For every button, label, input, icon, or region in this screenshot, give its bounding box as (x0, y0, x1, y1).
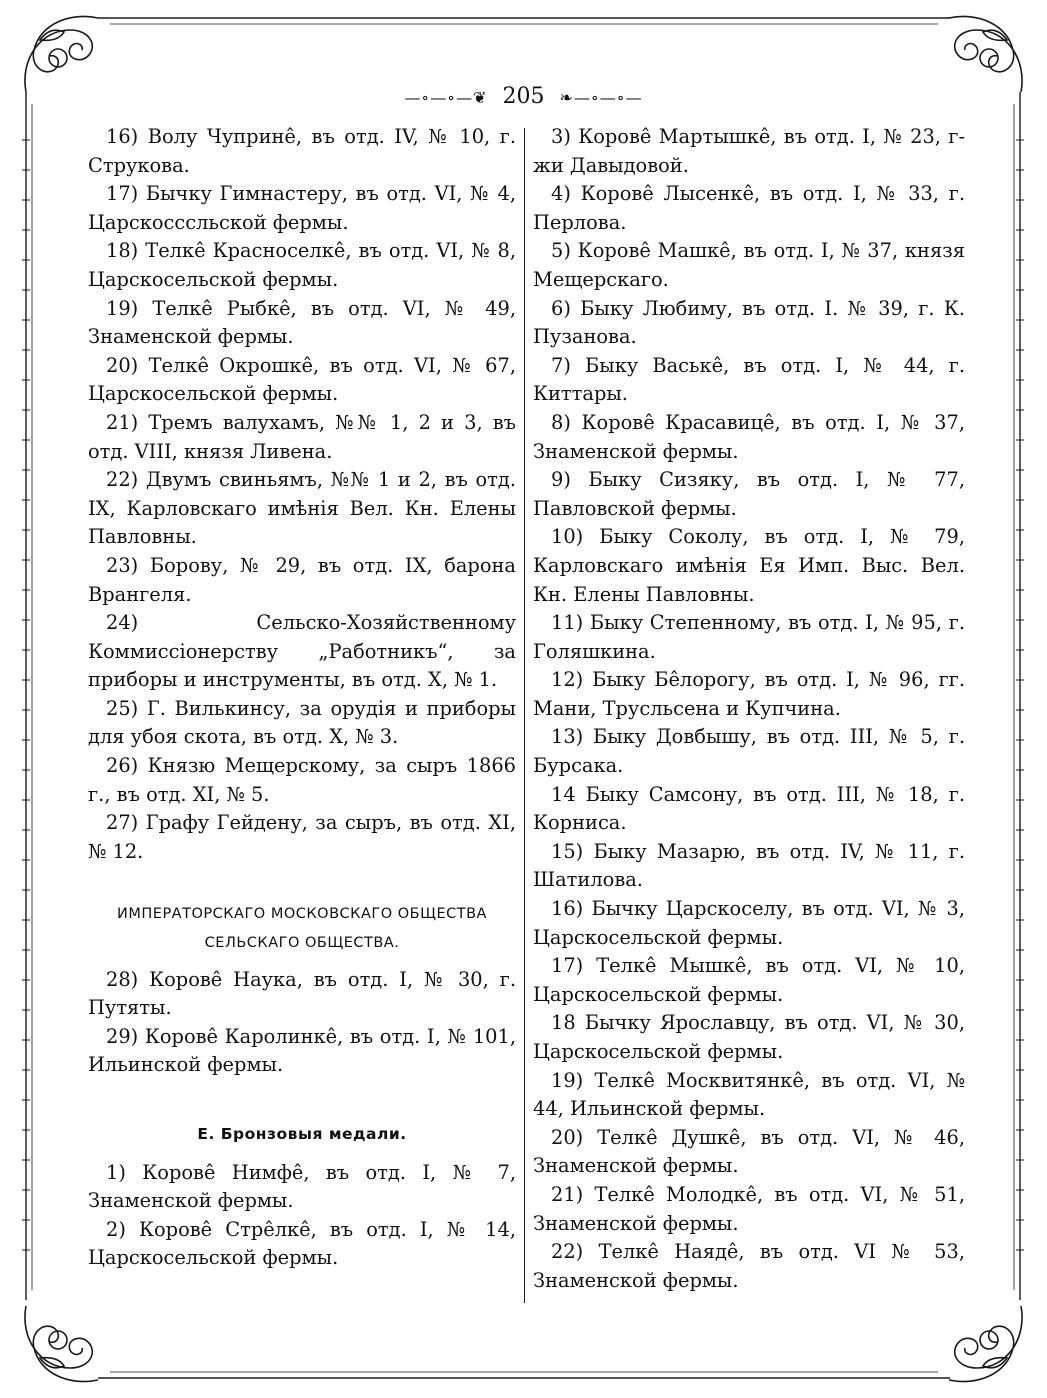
list-item: 8) Корове̂ Красавице̂, въ отд. I, № 37, Знаменской фермы. (533, 410, 965, 463)
list-item: 11) Быку Степенному, въ отд. I, № 95, г. Голяшкина. (533, 611, 965, 663)
list-item: 20) Телке̂ Окрошке̂, въ отд. VI, № 67, Царскосельской фермы. (88, 353, 516, 406)
list-item: 21) Тремъ валухамъ, №№ 1, 2 и 3, въ отд. VIII, князя Ливена. (88, 410, 516, 463)
list-item: 18 Бычку Ярославцу, въ отд. VI, № 30, Царскосельской фермы. (533, 1011, 965, 1063)
list-item: 9) Быку Сизяку, въ отд. I, № 77, Павловской фермы. (533, 468, 965, 520)
right-column (533, 123, 965, 1295)
list-item: 22) Двумъ свиньямъ, №№ 1 и 2, въ отд. IX, Карловскаго имѣнія Вел. Кн. Елены Павловны. (88, 468, 516, 549)
list-item: 5) Корове̂ Машке̂, въ отд. I, № 37, князя Мещерскаго. (533, 239, 965, 291)
corner-ornament-bottom-left (25, 1306, 98, 1382)
list-item: 4) Корове̂ Лысенке̂, въ отд. I, № 33, г. Перлова. (533, 182, 965, 234)
list-item: 12) Быку Бе̂лорогу, въ отд. I, № 96, гг. Мани, Трусльсена и Купчина. (533, 668, 965, 720)
list-item: 19) Телке̂ Москвитянке̂, въ отд. VI, № 44, Ильинской фермы. (533, 1068, 965, 1121)
right-flourish-icon: ❧—∘—∘— (559, 88, 643, 107)
list-item: 15) Быку Мазарю, въ отд. IV, № 11, г. Шатилова. (533, 839, 965, 892)
list-item: 27) Графу Гейдену, за сыръ, въ отд. XI, № 12. (88, 811, 516, 863)
section-heading-bronze: Е. Бронзовыя медали. (197, 1125, 407, 1143)
list-item: 7) Быку Ваське̂, въ отд. I, № 44, г. Киттары. (533, 353, 965, 406)
page-number: 205 (502, 84, 545, 109)
list-item: 14 Быку Самсону, въ отд. III, № 18, г. Корниса. (533, 782, 965, 835)
list-item: 18) Телке̂ Красноселке̂, въ отд. VI, № 8, Царскосельской фермы. (88, 239, 516, 291)
list-item: 22) Телке̂ Наяде̂, въ отд. VI № 53, Знаменской фермы. (533, 1240, 965, 1292)
list-item: 25) Г. Вилькинсу, за орудія и приборы для убоя скота, въ отд. X, № 3. (88, 696, 516, 749)
list-item: 3) Корове̂ Мартышке̂, въ отд. I, № 23, г-жи Давыдовой. (533, 125, 965, 177)
list-item: 24) Сельско-Хозяйственному Коммиссіонерству „Работникъ“, за приборы и инструменты, въ отд. X, № 1. (88, 611, 516, 692)
list-item: 16) Бычку Царскоселу, въ отд. VI, № 3, Царскосельской фермы. (533, 897, 965, 949)
list-item: 19) Телке̂ Рыбке̂, въ отд. VI, № 49, Знаменской фермы. (88, 296, 516, 349)
list-item: 16) Волу Чуприне̂, въ отд. IV, № 10, г. Струкова. (88, 125, 516, 177)
list-item: 17) Бычку Гимнастеру, въ отд. VI, № 4, Царскосссльской фермы. (88, 182, 516, 234)
list-item: 23) Борову, № 29, въ отд. IX, барона Врангеля. (88, 553, 516, 606)
left-column (88, 123, 516, 1273)
list-item: 26) Князю Мещерскому, за сыръ 1866 г., въ отд. XI, № 5. (88, 754, 516, 806)
list-item: 28) Корове̂ Наука, въ отд. I, № 30, г. Путяты. (88, 967, 516, 1020)
section-heading-society: ИМПЕРАТОРСКАГО МОСКОВСКАГО ОБЩЕСТВА СЕЛЬСКАГО ОБЩЕСТВА. (117, 906, 487, 952)
list-item: 1) Корове̂ Нимфе̂, въ отд. I, № 7, Знаменской фермы. (88, 1160, 516, 1213)
list-item: 29) Корове̂ Каролинке̂, въ отд. I, № 101, Ильинской фермы. (88, 1024, 516, 1077)
list-item: 6) Быку Любиму, въ отд. I. № 39, г. К. Пузанова. (533, 296, 965, 349)
list-item: 13) Быку Довбышу, въ отд. III, № 5, г. Бурсака. (533, 725, 965, 778)
list-item: 20) Телке̂ Душке̂, въ отд. VI, № 46, Знаменской фермы. (533, 1125, 965, 1178)
left-flourish-icon: —∘—∘—❦ (404, 88, 488, 107)
list-item: 10) Быку Соколу, въ отд. I, № 79, Карловскаго имѣнія Ея Имп. Выс. Вел. Кн. Елены Павловны. (533, 525, 965, 606)
column-divider (524, 128, 525, 1303)
list-item: 2) Корове̂ Стре̂лке̂, въ отд. I, № 14, Царскосельской фермы. (88, 1217, 516, 1270)
list-item: 21) Телке̂ Молодке̂, въ отд. VI, № 51, Знаменской фермы. (533, 1182, 965, 1235)
list-item: 17) Телке̂ Мышке̂, въ отд. VI, № 10, Царскосельской фермы. (533, 954, 965, 1006)
page-header (0, 80, 1047, 114)
corner-ornament-bottom-right (949, 1306, 1022, 1382)
